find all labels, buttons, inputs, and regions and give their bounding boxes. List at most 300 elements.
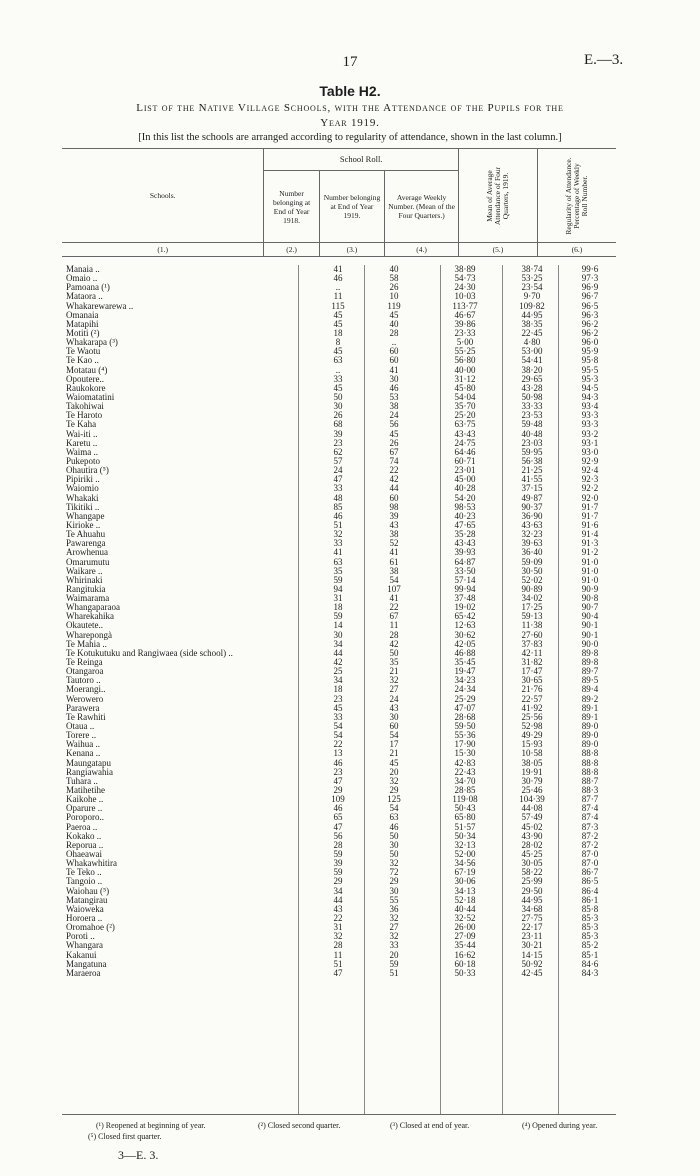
regularity-percent: 96·0 <box>581 337 599 348</box>
regularity-percent: 91·7 <box>581 501 599 512</box>
roll-1918: 25 <box>333 666 343 677</box>
regularity-percent: 92·3 <box>581 474 599 485</box>
mean-attendance: 59·09 <box>521 556 543 567</box>
school-name: Waiomio <box>66 483 99 494</box>
average-weekly: 12·63 <box>454 620 476 631</box>
roll-1919: 30 <box>389 711 399 722</box>
footnote-5: (⁵) Closed first quarter. <box>88 1132 162 1141</box>
school-name: Te Waotu <box>66 346 101 357</box>
roll-1918: 39 <box>333 858 343 869</box>
roll-1919: 43 <box>389 519 399 530</box>
school-name: Te Haroto <box>66 410 103 421</box>
roll-1918: 33 <box>333 711 343 722</box>
average-weekly: 119·08 <box>452 794 478 805</box>
regularity-percent: 86·7 <box>581 867 599 878</box>
mean-attendance: 59·95 <box>521 446 543 457</box>
roll-1919: 39 <box>389 510 399 521</box>
school-name: Werowero <box>66 693 104 704</box>
average-weekly: 40·23 <box>454 510 476 521</box>
school-name: Reporua .. <box>66 839 104 850</box>
roll-1918: 59 <box>333 849 343 859</box>
average-weekly: 39·93 <box>454 547 476 558</box>
roll-1918: 39 <box>333 428 343 439</box>
regularity-percent: 92·0 <box>581 492 599 503</box>
mean-attendance: 34·02 <box>521 593 543 604</box>
regularity-percent: 89·1 <box>581 711 599 722</box>
average-weekly: 34·70 <box>454 775 476 786</box>
regularity-percent: 94·3 <box>581 391 599 402</box>
average-weekly: 31·12 <box>454 373 476 384</box>
regularity-percent: 91·3 <box>581 538 599 549</box>
school-name: Omarumutu <box>66 556 110 567</box>
mean-attendance: 38·05 <box>521 757 543 768</box>
average-weekly: 43·43 <box>454 538 476 549</box>
roll-1918: 31 <box>333 922 343 933</box>
roll-1919: 63 <box>389 812 399 823</box>
average-weekly: 10·03 <box>454 291 476 302</box>
school-name: Waiomatatini <box>66 391 115 402</box>
mean-attendance: 42·11 <box>521 647 543 658</box>
average-weekly: 55·36 <box>454 730 476 741</box>
mean-attendance: 36·90 <box>521 510 543 521</box>
regularity-percent: 90·1 <box>581 620 599 631</box>
mean-attendance: 23·03 <box>521 437 543 448</box>
mean-attendance: 104·39 <box>519 794 545 805</box>
school-name: Wai-iti .. <box>66 428 98 439</box>
regularity-percent: 91·0 <box>581 556 599 567</box>
roll-1918: 47 <box>333 821 343 832</box>
roll-1918: 56 <box>333 830 343 841</box>
mean-attendance: 22·17 <box>521 922 543 933</box>
roll-1919: 52 <box>389 538 399 549</box>
regularity-percent: 85·3 <box>581 912 599 923</box>
regularity-percent: 96·2 <box>581 327 599 338</box>
mean-attendance: 27·75 <box>521 912 543 923</box>
roll-1919: 67 <box>389 446 399 457</box>
school-name: Paeroa .. <box>66 821 98 832</box>
regularity-percent: 96·3 <box>581 309 599 320</box>
roll-1919: 45 <box>389 309 399 320</box>
roll-1918: 63 <box>333 556 343 567</box>
average-weekly: 50·43 <box>454 803 476 814</box>
mean-attendance: 28·02 <box>521 839 543 850</box>
regularity-percent: 91·2 <box>581 547 599 558</box>
roll-1918: 44 <box>333 647 343 658</box>
mean-attendance: 52·02 <box>521 574 543 585</box>
mean-attendance: 109·82 <box>519 300 545 311</box>
regularity-percent: 95·8 <box>581 355 599 366</box>
school-name: Kenana .. <box>66 748 101 759</box>
school-name: Pukepoto <box>66 455 101 466</box>
roll-1919: 40 <box>389 264 399 274</box>
roll-1919: 74 <box>389 455 399 466</box>
regularity-percent: 90·1 <box>581 629 599 640</box>
roll-1919: 45 <box>389 428 399 439</box>
roll-1919: 26 <box>389 437 399 448</box>
mean-attendance: 23·53 <box>521 410 543 421</box>
mean-attendance: 53·25 <box>521 273 543 284</box>
roll-1919: 54 <box>389 574 399 585</box>
regularity-percent: 88·8 <box>581 766 599 777</box>
average-weekly: 51·57 <box>454 821 476 832</box>
average-weekly: 47·65 <box>454 519 476 530</box>
regularity-percent: 86·5 <box>581 876 599 887</box>
average-weekly: 16·62 <box>454 949 476 960</box>
roll-1919: 43 <box>389 702 399 713</box>
roll-1918: 59 <box>333 867 343 878</box>
average-weekly: 30·62 <box>454 629 476 640</box>
school-name: Pamoana (¹) <box>66 282 110 293</box>
roll-1918: 44 <box>333 894 343 905</box>
mean-attendance: 22·45 <box>521 327 543 338</box>
regularity-percent: 93·3 <box>581 419 599 430</box>
average-weekly: 26·00 <box>454 922 476 933</box>
roll-1918: 31 <box>333 593 343 604</box>
roll-1918: 8 <box>335 337 341 348</box>
roll-1919: 60 <box>389 346 399 357</box>
mean-attendance: 44·08 <box>521 803 543 814</box>
regularity-percent: 90·4 <box>581 611 599 622</box>
average-weekly: 35·28 <box>454 529 476 540</box>
roll-1918: 29 <box>333 876 343 887</box>
mean-attendance: 29·65 <box>521 373 543 384</box>
school-name: Ohaeawai <box>66 849 102 859</box>
mean-attendance: 40·48 <box>521 428 543 439</box>
roll-1918: 47 <box>333 474 343 485</box>
average-weekly: 33·50 <box>454 565 476 576</box>
roll-1918: 30 <box>333 629 343 640</box>
average-weekly: 40·00 <box>454 364 476 375</box>
roll-1919: 119 <box>387 300 401 311</box>
roll-1919: 54 <box>389 730 399 741</box>
roll-1919: 45 <box>389 757 399 768</box>
roll-1919: .. <box>391 337 397 348</box>
school-name: Tikitiki .. <box>66 501 100 512</box>
average-weekly: 38·89 <box>454 264 476 274</box>
col5-header: Mean of Average Attendance of Four Quarters, 1919. <box>458 149 537 243</box>
average-weekly: 59·50 <box>454 721 476 732</box>
mean-attendance: 9·70 <box>523 291 541 302</box>
roll-1919: 51 <box>389 967 399 978</box>
average-weekly: 28·68 <box>454 711 476 722</box>
mean-attendance: 43·63 <box>521 519 543 530</box>
roll-1918: 45 <box>333 702 343 713</box>
school-name: Rangitukia <box>66 583 106 594</box>
roll-1919: 53 <box>389 391 399 402</box>
roll-1918: 46 <box>333 273 343 284</box>
regularity-percent: 89·0 <box>581 730 599 741</box>
table-note: [In this list the schools are arranged according to regularity of attendance, shown in the last column.] <box>138 132 562 143</box>
school-name: Parawera <box>66 702 100 713</box>
school-name: Mataora .. <box>66 291 103 302</box>
school-name: Pipiriki .. <box>66 474 100 485</box>
mean-attendance: 49·29 <box>521 730 543 741</box>
regularity-percent: 86·4 <box>581 885 599 896</box>
col5-number: (5.) <box>458 243 537 257</box>
roll-1918: 22 <box>333 739 343 750</box>
mean-attendance: 23·54 <box>521 282 543 293</box>
heading-line-1: List of the Native Village Schools, with the Attendance of the Pupils for the <box>136 102 564 114</box>
average-weekly: 67·19 <box>454 867 476 878</box>
roll-1919: 35 <box>389 657 399 668</box>
roll-1919: 20 <box>389 766 399 777</box>
roll-1919: 22 <box>389 465 399 476</box>
regularity-percent: 89·1 <box>581 702 599 713</box>
regularity-percent: 89·4 <box>581 684 599 695</box>
roll-1918: 11 <box>333 291 343 302</box>
roll-1918: 30 <box>333 401 343 412</box>
roll-1918: 47 <box>333 967 343 978</box>
mean-attendance: 57·49 <box>521 812 543 823</box>
mean-attendance: 25·56 <box>521 711 543 722</box>
school-name: Takohiwai <box>66 401 104 412</box>
page-reference: E.—3. <box>584 52 624 68</box>
roll-1919: 125 <box>387 794 401 805</box>
mean-attendance: 43·90 <box>521 830 543 841</box>
average-weekly: 64·46 <box>454 446 476 457</box>
school-name: Te Kotukutuku and Rangiwaea (side school) .. <box>66 647 233 658</box>
average-weekly: 35·70 <box>454 401 476 412</box>
mean-attendance: 38·20 <box>521 364 543 375</box>
roll-1918: 62 <box>333 446 343 457</box>
average-weekly: 46·88 <box>454 647 476 658</box>
mean-attendance: 10·58 <box>521 748 543 759</box>
mean-attendance: 31·82 <box>521 657 543 668</box>
school-name: Maraeroa <box>66 967 101 978</box>
roll-1918: 51 <box>333 519 343 530</box>
roll-1918: 45 <box>333 318 343 329</box>
school-name: Moerangi.. <box>66 684 106 695</box>
average-weekly: 50·34 <box>454 830 476 841</box>
mean-attendance: 49·87 <box>521 492 543 503</box>
school-name: Mangatuna <box>66 958 107 969</box>
roll-1918: 18 <box>333 684 343 695</box>
table-heading <box>70 101 630 131</box>
average-weekly: 99·94 <box>454 583 476 594</box>
table-row <box>62 969 616 978</box>
regularity-percent: 95·3 <box>581 373 599 384</box>
roll-1918: 54 <box>333 721 343 732</box>
roll-1918: 28 <box>333 940 343 951</box>
average-weekly: 24·75 <box>454 437 476 448</box>
school-name: Horoera .. <box>66 912 103 923</box>
roll-1919: 32 <box>389 912 399 923</box>
roll-1918: 32 <box>333 529 343 540</box>
regularity-percent: 88·8 <box>581 757 599 768</box>
mean-attendance: 30·21 <box>521 940 543 951</box>
regularity-percent: 85·1 <box>581 949 599 960</box>
mean-attendance: 22·57 <box>521 693 543 704</box>
average-weekly: 30·06 <box>454 876 476 887</box>
school-name: Te Kao .. <box>66 355 99 366</box>
school-name: Omanaia <box>66 309 99 320</box>
roll-1918: 48 <box>333 492 343 503</box>
roll-1919: 41 <box>389 547 399 558</box>
roll-1919: 32 <box>389 775 399 786</box>
roll-1919: 27 <box>389 684 399 695</box>
roll-1919: 24 <box>389 693 399 704</box>
roll-1918: 34 <box>333 638 343 649</box>
regularity-percent: 85·8 <box>581 903 599 914</box>
roll-1918: 34 <box>333 675 343 686</box>
mean-attendance: 37·15 <box>521 483 543 494</box>
roll-1919: 20 <box>389 949 399 960</box>
mean-attendance: 25·99 <box>521 876 543 887</box>
regularity-percent: 90·0 <box>581 638 599 649</box>
roll-1918: 18 <box>333 327 343 338</box>
mean-attendance: 50·92 <box>521 958 543 969</box>
school-name: Te Kaha <box>66 419 97 430</box>
mean-attendance: 17·47 <box>521 666 543 677</box>
average-weekly: 47·07 <box>454 702 476 713</box>
school-name: Whangara <box>66 940 103 951</box>
average-weekly: 34·23 <box>454 675 476 686</box>
school-name: Whakarapa (³) <box>66 337 118 348</box>
regularity-percent: 86·1 <box>581 894 599 905</box>
regularity-percent: 84·3 <box>581 967 599 978</box>
regularity-percent: 92·4 <box>581 465 599 476</box>
average-weekly: 57·14 <box>454 574 476 585</box>
roll-1919: 107 <box>387 583 401 594</box>
roll-1918: 33 <box>333 483 343 494</box>
roll-1918: 51 <box>333 958 343 969</box>
regularity-percent: 92·2 <box>581 483 599 494</box>
regularity-percent: 96·2 <box>581 318 599 329</box>
roll-1919: 40 <box>389 318 399 329</box>
mean-attendance: 34·68 <box>521 903 543 914</box>
school-name: Te Reinga <box>66 657 103 668</box>
roll-1919: 24 <box>389 410 399 421</box>
average-weekly: 28·85 <box>454 785 476 796</box>
footnotes <box>88 1120 598 1142</box>
school-name: Motatau (⁴) <box>66 364 108 375</box>
roll-1919: 28 <box>389 327 399 338</box>
roll-1919: 44 <box>389 483 399 494</box>
regularity-percent: 89·8 <box>581 657 599 668</box>
mean-attendance: 32·23 <box>521 529 543 540</box>
school-name: Poroti .. <box>66 931 95 942</box>
mean-attendance: 23·11 <box>521 931 543 942</box>
roll-1919: 50 <box>389 647 399 658</box>
school-name: Maungatapu <box>66 757 111 768</box>
school-name: Te Mahia .. <box>66 638 107 649</box>
roll-1919: 98 <box>389 501 399 512</box>
roll-1918: .. <box>335 364 341 375</box>
roll-1919: 26 <box>389 282 399 293</box>
school-name: Whangaparaoa <box>66 602 120 613</box>
roll-1918: 23 <box>333 437 343 448</box>
regularity-percent: 91·0 <box>581 565 599 576</box>
regularity-percent: 87·0 <box>581 858 599 869</box>
roll-1919: 61 <box>389 556 399 567</box>
mean-attendance: 54·41 <box>521 355 543 366</box>
mean-attendance: 17·25 <box>521 602 543 613</box>
regularity-percent: 87·3 <box>581 821 599 832</box>
col4-number: (4.) <box>385 243 459 257</box>
roll-1918: 23 <box>333 693 343 704</box>
table-header <box>62 148 616 257</box>
mean-attendance: 33·33 <box>521 401 543 412</box>
mean-attendance: 90·37 <box>521 501 543 512</box>
school-name: Whirinaki <box>66 574 103 585</box>
regularity-percent: 85·3 <box>581 931 599 942</box>
schools-header: Schools. <box>62 149 264 243</box>
average-weekly: 52·18 <box>454 894 476 905</box>
roll-1918: 29 <box>333 785 343 796</box>
regularity-percent: 89·8 <box>581 647 599 658</box>
col3-header: Number belonging at End of Year 1919. <box>319 171 384 243</box>
mean-attendance: 27·60 <box>521 629 543 640</box>
roll-1919: 38 <box>389 401 399 412</box>
school-name: Karetu .. <box>66 437 98 448</box>
school-name: Pawarenga <box>66 538 106 549</box>
mean-attendance: 42·45 <box>521 967 543 978</box>
col6-header: Regularity of Attendance. Percentage of Weekly Roll Number. <box>537 149 616 243</box>
roll-1918: 13 <box>333 748 343 759</box>
regularity-percent: 87·0 <box>581 849 599 859</box>
roll-1919: 59 <box>389 958 399 969</box>
roll-1918: 28 <box>333 839 343 850</box>
mean-attendance: 52·98 <box>521 721 543 732</box>
regularity-percent: 87·2 <box>581 830 599 841</box>
roll-1919: 56 <box>389 419 399 430</box>
school-name: Manaia .. <box>66 264 100 274</box>
table-body <box>62 265 616 978</box>
roll-1919: 41 <box>389 593 399 604</box>
regularity-percent: 87·2 <box>581 839 599 850</box>
mean-attendance: 29·50 <box>521 885 543 896</box>
roll-1918: 26 <box>333 410 343 421</box>
table-title: Table H2. <box>319 83 381 99</box>
roll-1918: .. <box>335 282 341 293</box>
regularity-percent: 87·7 <box>581 794 599 805</box>
roll-1919: 30 <box>389 839 399 850</box>
mean-attendance: 21·76 <box>521 684 543 695</box>
roll-1918: 47 <box>333 775 343 786</box>
average-weekly: 50·33 <box>454 967 476 978</box>
mean-attendance: 39·63 <box>521 538 543 549</box>
mean-attendance: 11·38 <box>521 620 543 631</box>
roll-1919: 60 <box>389 721 399 732</box>
school-name: Motiti (²) <box>66 327 100 338</box>
roll-1919: 58 <box>389 273 399 284</box>
regularity-percent: 85·2 <box>581 940 599 951</box>
school-name: Kokako .. <box>66 830 102 841</box>
average-weekly: 98·53 <box>454 501 476 512</box>
regularity-percent: 88·3 <box>581 785 599 796</box>
roll-1919: 22 <box>389 602 399 613</box>
average-weekly: 43·43 <box>454 428 476 439</box>
mean-attendance: 15·93 <box>521 739 543 750</box>
school-name: Kirioke .. <box>66 519 101 530</box>
roll-1918: 33 <box>333 373 343 384</box>
roll-1918: 109 <box>331 794 345 805</box>
footnote-4: (⁴) Opened during year. <box>522 1121 598 1130</box>
school-name: Arowhenua <box>66 547 108 558</box>
footnote-3: (³) Closed at end of year. <box>390 1121 470 1130</box>
mean-attendance: 56·38 <box>521 455 543 466</box>
regularity-percent: 95·5 <box>581 364 599 375</box>
heading-line-2: Year 1919. <box>320 117 380 129</box>
roll-1918: 45 <box>333 309 343 320</box>
roll-1919: 21 <box>389 666 399 677</box>
roll-1919: 32 <box>389 931 399 942</box>
regularity-percent: 94·5 <box>581 382 599 393</box>
regularity-percent: 91·4 <box>581 529 599 540</box>
average-weekly: 65·80 <box>454 812 476 823</box>
average-weekly: 5·00 <box>456 337 474 348</box>
mean-attendance: 43·28 <box>521 382 543 393</box>
